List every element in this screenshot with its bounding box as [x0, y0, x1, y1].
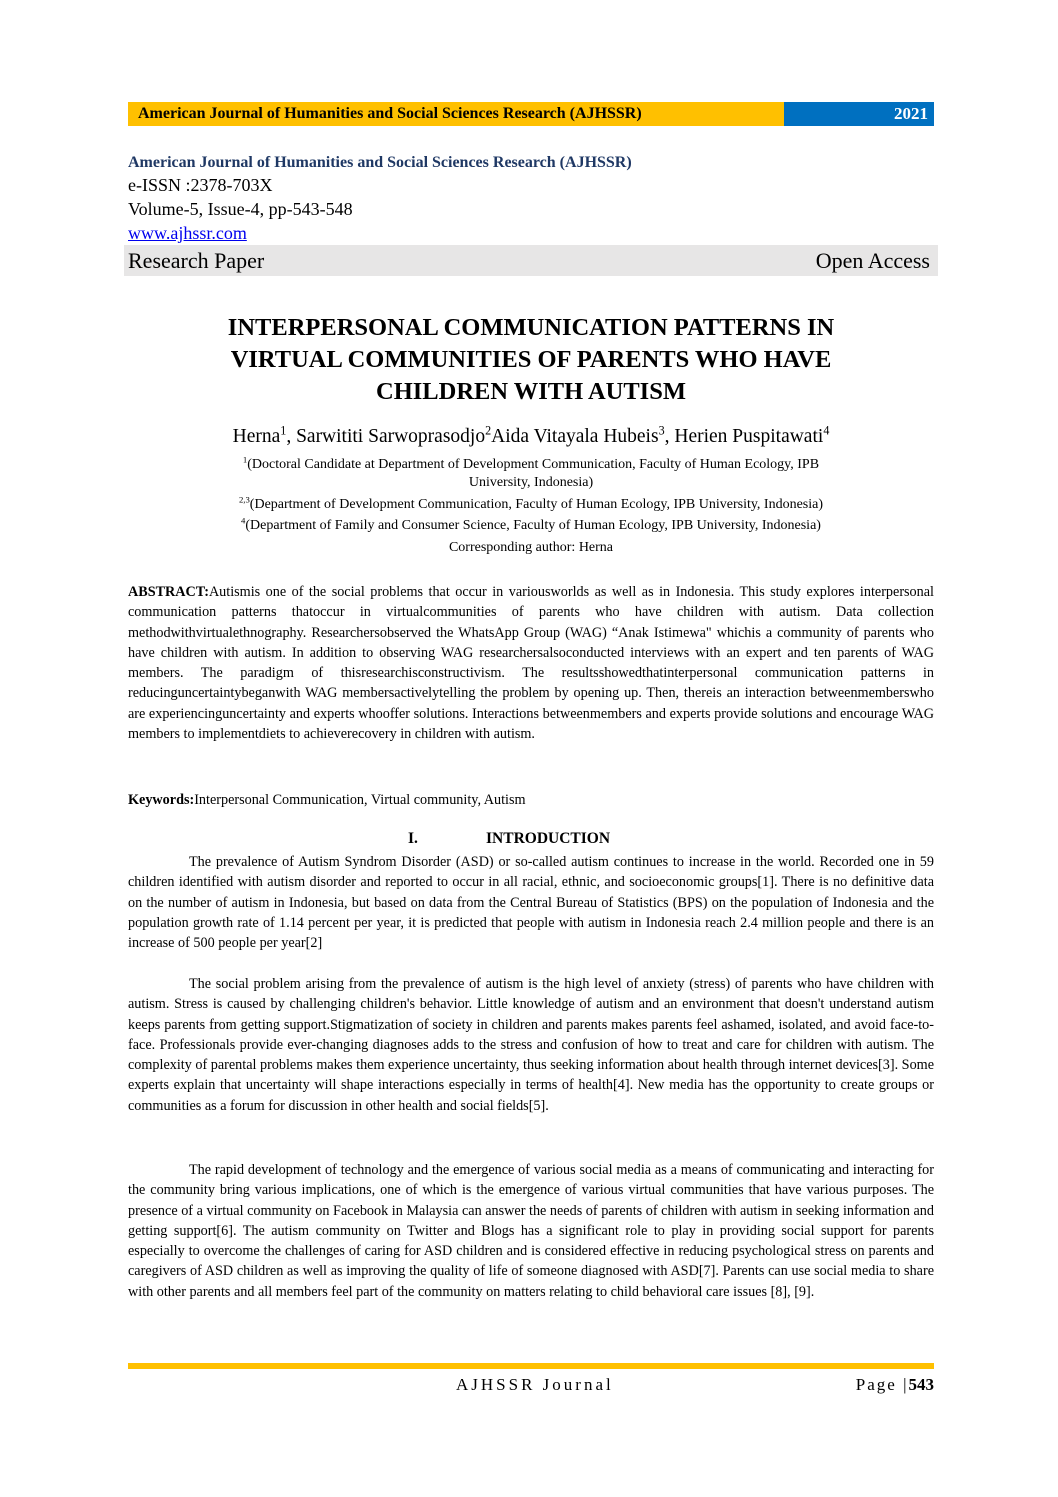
access-type: Open Access	[815, 248, 930, 273]
affiliation-text: University, Indonesia)	[468, 475, 594, 490]
paper-type-bar	[124, 245, 938, 276]
author-name: Aida Vitayala Hubeis	[491, 426, 659, 447]
author-affil-sup: 4	[823, 423, 830, 438]
affiliation-text: (Department of Development Communication, Faculty of Human Ecology, IPB University, Indonesia)	[249, 497, 824, 512]
author-affil-sup: 2	[485, 423, 492, 438]
affiliation-text: (Department of Family and Consumer Science, Faculty of Human Ecology, IPB University, Indonesia)	[245, 518, 821, 533]
intro-paragraph-1: The prevalence of Autism Syndrom Disorder (ASD) or so-called autism continues to increase in the world. Recorded one in 59 children identified with autism disorder and reported to occur in all racial, ethnic, and socioeconomic groups[1]. There is no definitive data on the number of autism in Indonesia, but based on data from the Central Bureau of Statistics (BPS) on the population of Indonesia and the population growth rate of 1.14 percent per year, it is predicted that people with autism in Indonesia reach 2.4 million people and there is an increase of 500 people per year[2]	[128, 854, 934, 952]
affiliation-1	[128, 456, 934, 492]
affiliation-sup: 2,3	[238, 494, 250, 505]
section-title: INTRODUCTION	[486, 830, 611, 847]
journal-info	[128, 153, 938, 245]
page-footer	[128, 1373, 934, 1397]
corresponding-author: Corresponding author: Herna	[448, 540, 614, 555]
running-header	[128, 102, 934, 126]
author-affil-sup: 3	[658, 423, 665, 438]
keywords-text: Interpersonal Communication, Virtual community, Autism	[194, 792, 526, 808]
title-line: CHILDREN WITH AUTISM	[376, 378, 686, 405]
keywords-label: Keywords:	[128, 792, 195, 808]
author-name: , Herien Puspitawati	[664, 426, 824, 447]
footer-page	[856, 1373, 934, 1397]
author-affil-sup: 1	[280, 423, 287, 438]
journal-volume: Volume-5, Issue-4, pp-543-548	[128, 199, 353, 219]
abstract	[128, 582, 934, 744]
title-line: INTERPERSONAL COMMUNICATION PATTERNS IN	[227, 314, 835, 341]
running-header-year: 2021	[784, 102, 934, 126]
title-line: VIRTUAL COMMUNITIES OF PARENTS WHO HAVE	[230, 346, 832, 373]
affiliation-2	[128, 496, 934, 514]
running-header-journal: American Journal of Humanities and Social Sciences Research (AJHSSR)	[128, 102, 784, 126]
section-number: I.	[408, 830, 418, 847]
abstract-label: ABSTRACT:	[128, 584, 209, 600]
affiliation-text: (Doctoral Candidate at Department of Development Communication, Faculty of Human Ecology, IPB	[247, 457, 820, 472]
journal-issn: e-ISSN :2378-703X	[128, 175, 273, 195]
footer-page-number: 543	[908, 1375, 934, 1394]
author-name: , Sarwititi Sarwoprasodjo	[286, 426, 486, 447]
affiliation-sup: 4	[241, 515, 246, 526]
keywords	[128, 790, 934, 810]
author-list	[128, 424, 934, 450]
intro-paragraph-3: The rapid development of technology and the emergence of various social media as a means of communicating and interacting for the community bring various implications, one of which is the emergence of various virtual communities that have various purposes. The presence of a virtual community on Facebook in Malaysia can answer the needs of parents of children with autism in seeking information and getting support[6]. The autism community on Twitter and Blogs has a significant role to play in providing social support for parents especially to overcome the challenges of caring for ASD children and is considered effective in reducing psychological stress on parents and caregivers of ASD children as well as improving the quality of life of someone diagnosed with ASD[7]. Parents can use social media to share with other parents and all members feel part of the community on matters relating to child behavioral care issues [8], [9].	[128, 1162, 934, 1300]
paper-title	[128, 312, 934, 408]
paper-type: Research Paper	[128, 248, 265, 273]
author-name: Herna	[232, 426, 281, 447]
intro-paragraph-2: The social problem arising from the prevalence of autism is the high level of anxiety (stress) of parents who have children with autism. Stress is caused by challenging children's behavior. Little knowledge of autism and an environment that doesn't understand autism keeps parents from getting support.Stigmatization of society in children and parents makes parents feel ashamed, isolated, and avoid face-to-face. Professionals provide ever-changing diagnoses adds to the stress and confusion of how to treat and care for children with autism. The complexity of parental problems makes them experience uncertainty, thus seeking information about health through internet devices[3]. Some experts explain that uncertainty will shape interactions especially in terms of health[4]. New media has the opportunity to create groups or communities as a forum for discussion in other health and social fields[5].	[128, 976, 934, 1114]
journal-name: American Journal of Humanities and Social Sciences Research (AJHSSR)	[128, 154, 632, 171]
footer-journal: AJHSSR Journal	[456, 1375, 614, 1394]
abstract-text: Autismis one of the social problems that occur in variousworlds as well as in Indonesia. This study explores interpersonal communication patterns thatoccur in virtualcommunities of parents who have children with autism. Data collection methodwithvirtualethnography. Researchersobserved the WhatsApp Group (WAG) “Anak Istimewa" whichis a community of parents who have children with autism. In addition to observing WAG researchersalsoconducted interviews with an expert and ten parents of WAG members. The paradigm of thisresearchisconstructivism. The resultsshowedthatinterpersonal communication patterns in reducinguncertaintybeganwith WAG membersactivelytelling the problem by opening up. Then, thereis an interaction betweenmemberswho are experiencinguncertainty and experts whooffer solutions. Interactions betweenmembers and experts provide solutions and encourage WAG members to implementdiets to achieverecovery in children with autism.	[128, 584, 934, 743]
affiliation-3	[128, 517, 934, 535]
footer-rule	[128, 1363, 934, 1369]
affiliation-sup: 1	[242, 454, 248, 465]
footer-page-label: Page |	[855, 1375, 909, 1394]
journal-website-link[interactable]: www.ajhssr.com	[128, 223, 247, 243]
